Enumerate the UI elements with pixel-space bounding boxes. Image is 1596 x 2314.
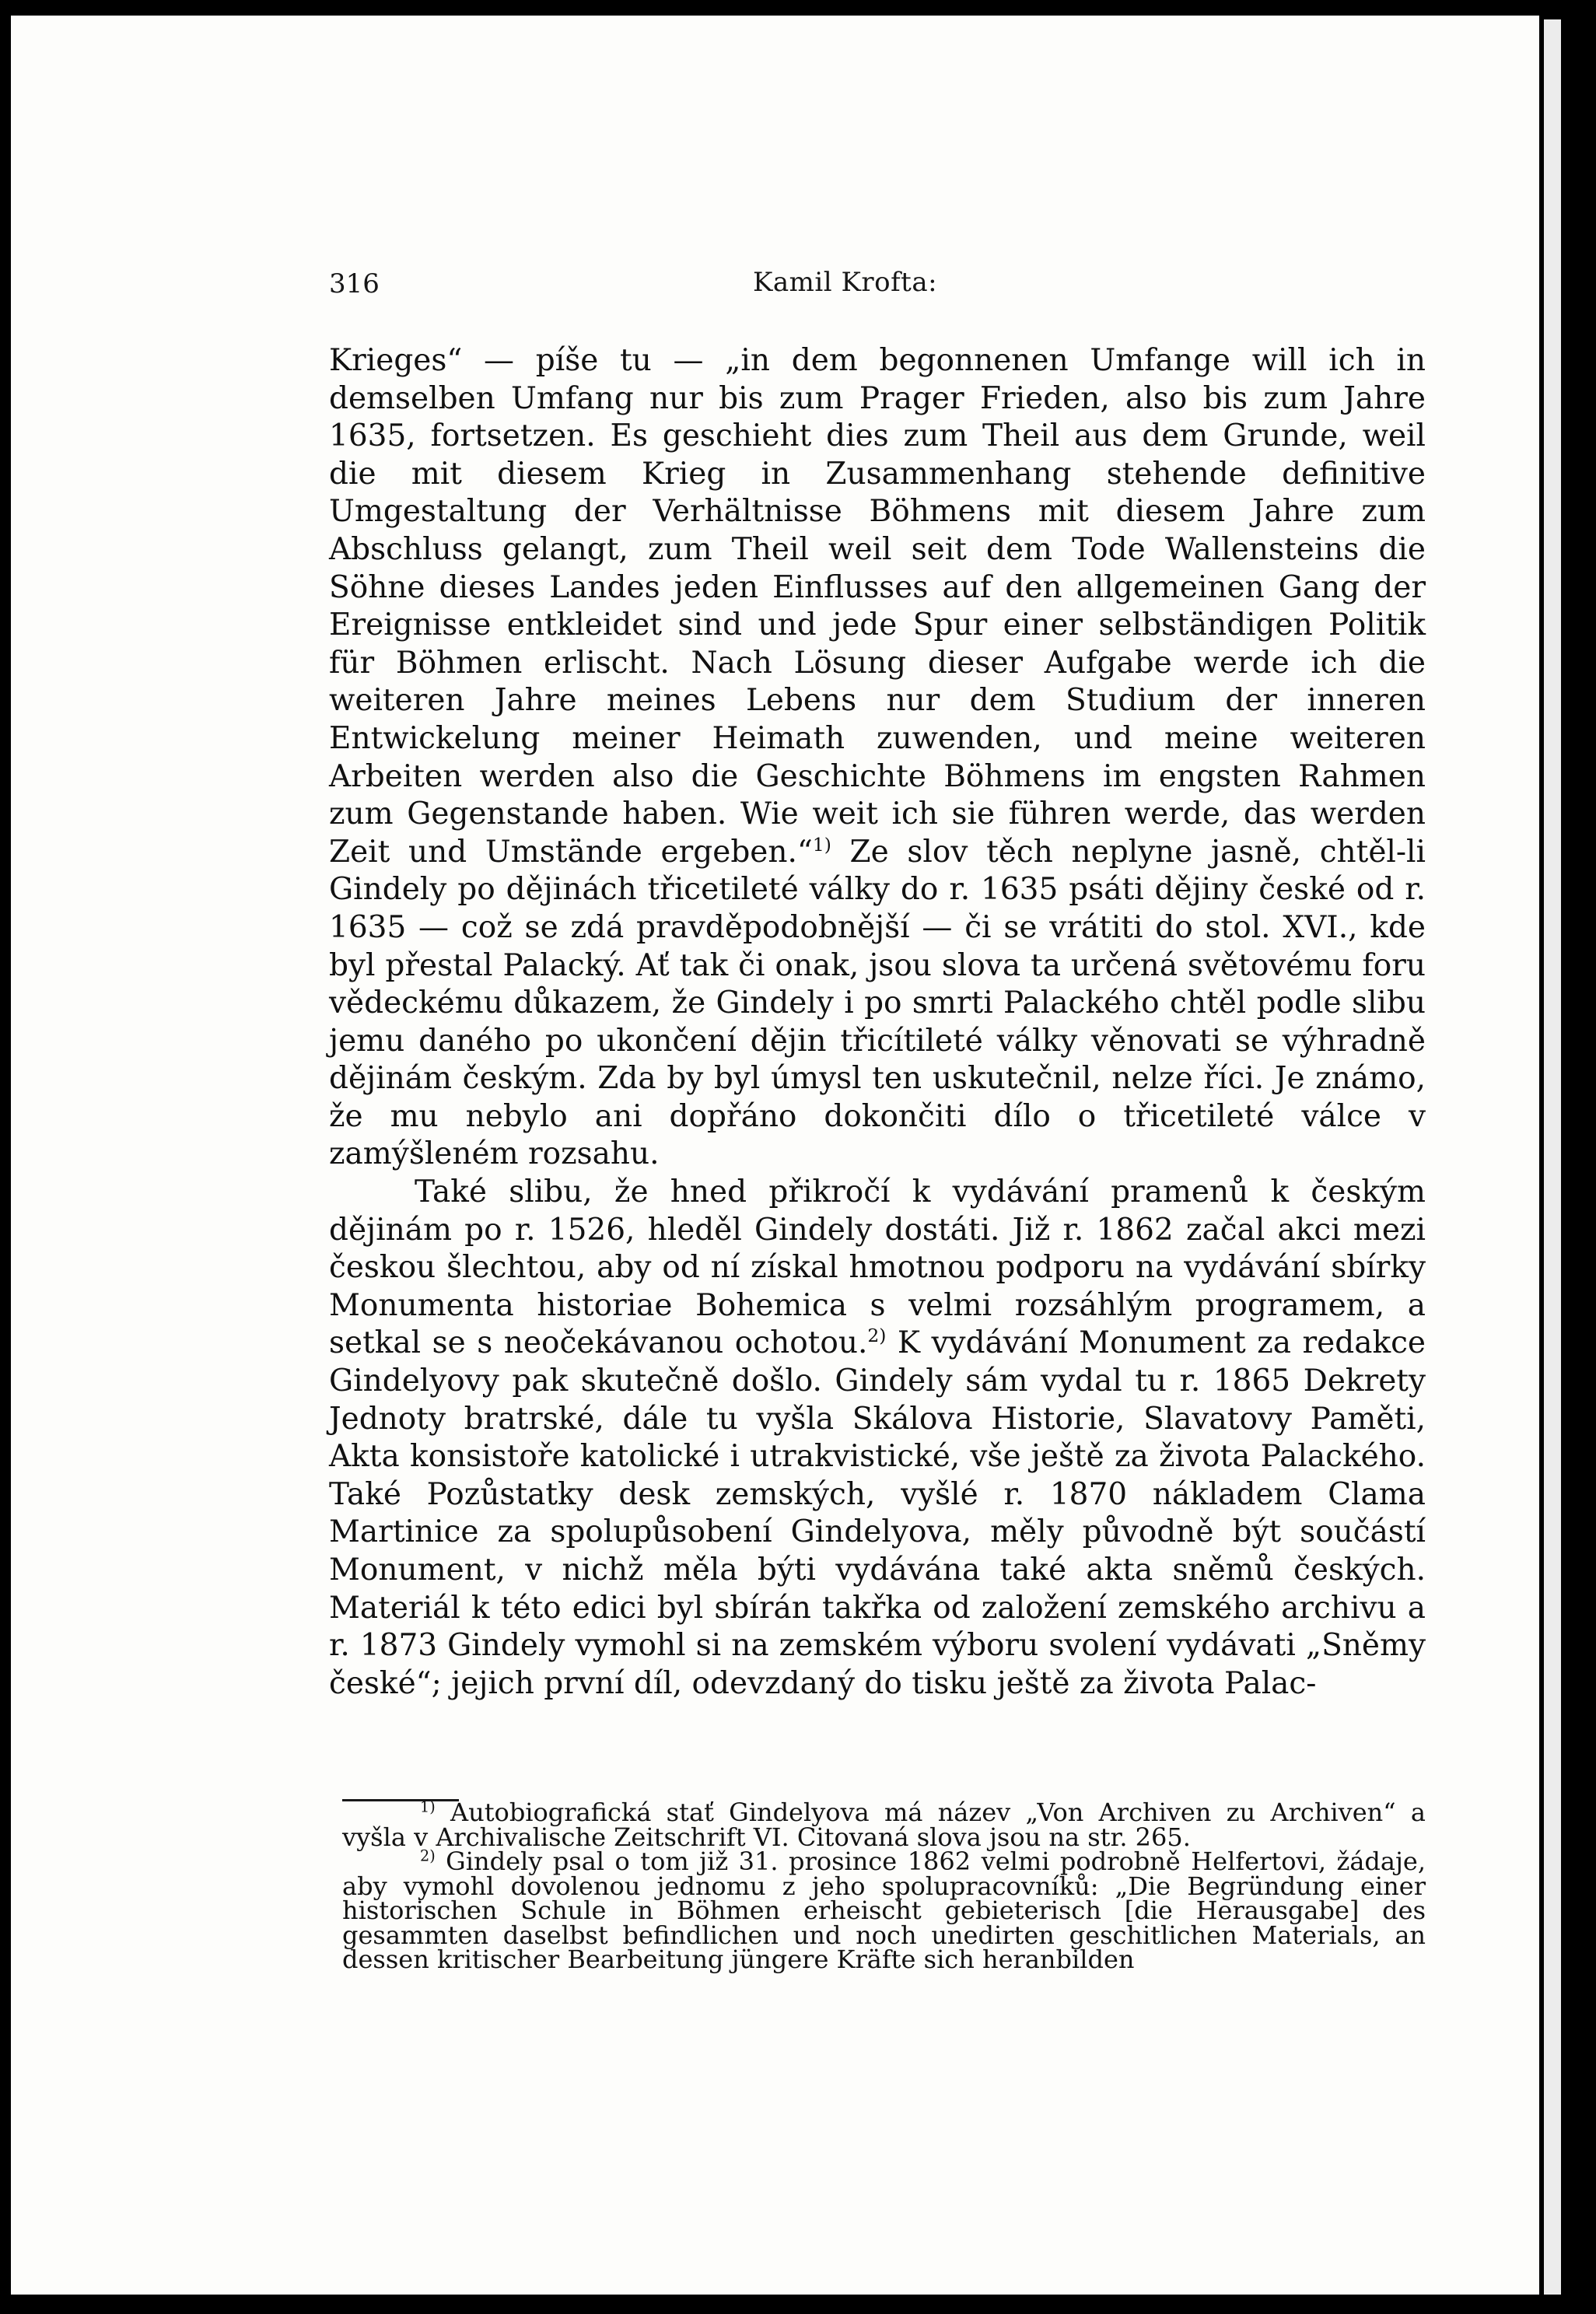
page-edge [1544,19,1561,2295]
footnote-mark: 2) [420,1847,436,1865]
footnote-reference: 1) [812,833,831,856]
paragraph-text: K vydávání Monument za redakce Gindelyovy pak skutečně došlo. Gindely sám vydal tu r. 1865 Dekrety Jednoty bratrské, dále tu vyšla Skálova Historie, Slavatovy Paměti, Akta konsistoře katolické i utrakvistické, vše ještě za života Palackého. Také Pozůstatky desk zemských, vyšlé r. 1870 nákladem Clama Martinice za spolupůsobení Gindelyova, měly původně být součástí Monument, v nichž měla býti vydávána také akta sněmů českých. Materiál k této edici byl sbírán takřka od založení zemského archivu a r. 1873 Gindely vymohl si na zemském výboru svolení vydávati „Sněmy české“; jejich první díl, odevzdaný do tisku ještě za života Palac- [329,1325,1426,1701]
page-number: 316 [329,268,380,299]
footnote [342,1847,1426,1974]
footnote [342,1798,1426,1852]
footnote-reference: 2) [867,1325,887,1347]
footnote-mark: 1) [420,1798,436,1816]
footnote-text: Autobiografická stať Gindelyova má název „Von Archiven zu Archiven“ a vyšla v Archivalische Zeitschrift VI. Citovaná slova jsou na str. 265. [342,1798,1426,1852]
footnotes [342,1798,1426,1974]
paragraph [329,1174,1426,1703]
footnote-text: Gindely psal o tom již 31. prosince 1862 velmi podrobně Helfertovi, žádaje, aby vymohl dovolenou jednomu z jeho spolupracovníků: „Die Begründung einer historischen Schule in Böhmen erheischt gebieterisch [die Herausgabe] des gesammten daselbst befindlichen und noch unedirten geschitlichen Materials, an dessen kritischer Bearbeitung jüngere Kräfte sich heranbilden [342,1847,1426,1974]
paragraph-text: Krieges“ — píše tu — „in dem begonnenen Umfange will ich in demselben Umfang nur bis zum Prager Frieden, also bis zum Jahre 1635, fortsetzen. Es geschieht dies zum Theil aus dem Grunde, weil die mit diesem Krieg in Zusammenhang stehende definitive Umgestaltung der Verhältnisse Böhmens mit diesem Jahre zum Abschluss gelangt, zum Theil weil seit dem Tode Wallensteins die Söhne dieses Landes jeden Einflusses auf den allgemeinen Gang der Ereignisse entkleidet sind und jede Spur einer selbständigen Politik für Böhmen erlischt. Nach Lösung dieser Aufgabe werde ich die weiteren Jahre meines Lebens nur dem Studium der inneren Entwickelung meiner Heimath zuwenden, und meine weiteren Arbeiten werden also die Geschichte Böhmens im engsten Rahmen zum Gegenstande haben. Wie weit ich sie führen werde, das werden Zeit und Umstände ergeben.“ [329,343,1426,870]
running-head [329,261,1426,307]
body-text [329,342,1426,1703]
paragraph-text: Také slibu, že hned přikročí k vydávání pramenů k českým dějinám po r. 1526, hleděl Gindely dostáti. Již r. 1862 začal akci mezi českou šlechtou, aby od ní získal hmotnou podporu na vydávání sbírky Monumenta historiae Bohemica s velmi rozsáhlým programem, a setkal se s neočekávanou ochotou. [329,1175,1426,1361]
running-title: Kamil Krofta: [753,267,938,298]
paragraph [329,342,1426,1174]
paragraph-text: Ze slov těch neplyne jasně, chtěl-li Gindely po dějinách třicetileté války do r. 1635 psáti dějiny české od r. 1635 — což se zdá pravděpodobnější — či se vrátiti do stol. XVI., kde byl přestal Palacký. Ať tak či onak, jsou slova ta určená světovému foru vědeckému důkazem, že Gindely i po smrti Palackého chtěl podle slibu jemu daného po ukončení dějin třicítileté války věnovati se výhradně dějinám českým. Zda by byl úmysl ten uskutečnil, nelze říci. Je známo, že mu nebylo ani dopřáno dokončiti dílo o třicetileté válce v zamýšleném rozsahu. [329,834,1426,1172]
